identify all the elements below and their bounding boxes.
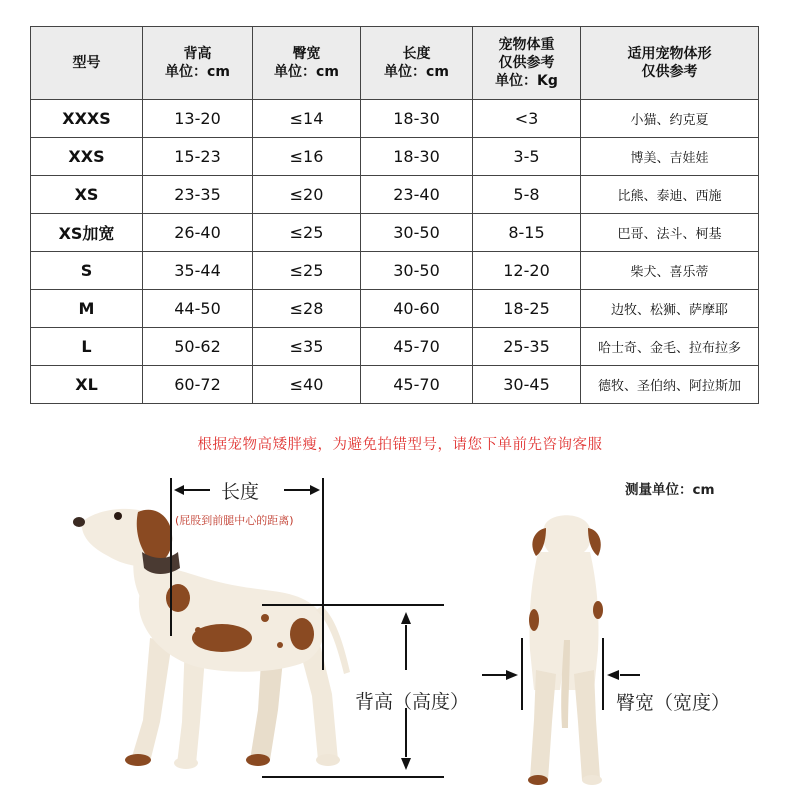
length-cell: 18-30 — [361, 138, 473, 176]
breed-cell: 哈士奇、金毛、拉布拉多 — [581, 328, 759, 366]
back-height-cell: 15-23 — [143, 138, 253, 176]
header-weight: 宠物体重 仅供参考 单位：Kg — [473, 27, 581, 100]
length-cell: 40-60 — [361, 290, 473, 328]
rear-dog-illustration — [528, 515, 603, 785]
length-cell: 45-70 — [361, 328, 473, 366]
breed-cell: 博美、吉娃娃 — [581, 138, 759, 176]
model-cell: L — [31, 328, 143, 366]
size-row — [31, 100, 759, 138]
size-table — [30, 26, 759, 404]
header-back-height: 背高 单位：cm — [143, 27, 253, 100]
length-arrow-left — [174, 485, 184, 495]
weight-cell: 5-8 — [473, 176, 581, 214]
height-arrow-down — [401, 758, 411, 770]
weight-cell: 18-25 — [473, 290, 581, 328]
size-row — [31, 252, 759, 290]
length-cell: 45-70 — [361, 366, 473, 404]
model-cell: S — [31, 252, 143, 290]
back-height-cell: 44-50 — [143, 290, 253, 328]
hip-width-cell: ≤20 — [253, 176, 361, 214]
size-row — [31, 176, 759, 214]
width-arrow-left — [506, 670, 518, 680]
width-arrow-right — [607, 670, 619, 680]
length-cell: 18-30 — [361, 100, 473, 138]
breed-cell: 比熊、泰迪、西施 — [581, 176, 759, 214]
hip-width-cell: ≤40 — [253, 366, 361, 404]
back-height-cell: 50-62 — [143, 328, 253, 366]
size-row — [31, 138, 759, 176]
height-arrow-up — [401, 612, 411, 624]
header-hip-width: 臀宽 单位：cm — [253, 27, 361, 100]
model-cell: M — [31, 290, 143, 328]
length-arrow-right — [310, 485, 320, 495]
hip-width-cell: ≤14 — [253, 100, 361, 138]
length-label: 长度 — [221, 481, 260, 503]
length-cell: 30-50 — [361, 252, 473, 290]
weight-cell: 25-35 — [473, 328, 581, 366]
size-table-body — [31, 100, 759, 404]
size-row — [31, 328, 759, 366]
hip-width-cell: ≤25 — [253, 252, 361, 290]
hip-width-cell: ≤28 — [253, 290, 361, 328]
measure-unit-note: 测量单位：cm — [625, 482, 715, 498]
weight-cell: 30-45 — [473, 366, 581, 404]
breed-cell: 德牧、圣伯纳、阿拉斯加 — [581, 366, 759, 404]
back-height-cell: 23-35 — [143, 176, 253, 214]
weight-cell: <3 — [473, 100, 581, 138]
model-cell: XS — [31, 176, 143, 214]
length-cell: 30-50 — [361, 214, 473, 252]
model-cell: XXXS — [31, 100, 143, 138]
model-cell: XS加宽 — [31, 214, 143, 252]
length-note: (屁股到前腿中心的距离) — [175, 514, 294, 527]
breed-cell: 巴哥、法斗、柯基 — [581, 214, 759, 252]
breed-cell: 边牧、松狮、萨摩耶 — [581, 290, 759, 328]
header-length: 长度 单位：cm — [361, 27, 473, 100]
breed-cell: 小猫、约克夏 — [581, 100, 759, 138]
size-row — [31, 366, 759, 404]
back-height-cell: 60-72 — [143, 366, 253, 404]
hip-width-cell: ≤16 — [253, 138, 361, 176]
length-cell: 23-40 — [361, 176, 473, 214]
hip-width-cell: ≤25 — [253, 214, 361, 252]
hip-width-cell: ≤35 — [253, 328, 361, 366]
breed-cell: 柴犬、喜乐蒂 — [581, 252, 759, 290]
consult-notice: 根据宠物高矮胖瘦，为避免拍错型号，请您下单前先咨询客服 — [197, 437, 603, 453]
back-height-label: 背高（高度） — [355, 691, 470, 713]
side-dog-illustration — [73, 509, 350, 769]
header-model: 型号 — [31, 27, 143, 100]
model-cell: XL — [31, 366, 143, 404]
back-height-cell: 35-44 — [143, 252, 253, 290]
size-row — [31, 214, 759, 252]
hip-width-label: 臀宽（宽度） — [616, 692, 731, 714]
weight-cell: 8-15 — [473, 214, 581, 252]
header-row — [31, 27, 759, 100]
model-cell: XXS — [31, 138, 143, 176]
size-row — [31, 290, 759, 328]
header-breed: 适用宠物体形 仅供参考 — [581, 27, 759, 100]
measurement-illustration — [0, 460, 800, 800]
back-height-cell: 13-20 — [143, 100, 253, 138]
weight-cell: 12-20 — [473, 252, 581, 290]
size-table-head — [31, 27, 759, 100]
back-height-cell: 26-40 — [143, 214, 253, 252]
weight-cell: 3-5 — [473, 138, 581, 176]
